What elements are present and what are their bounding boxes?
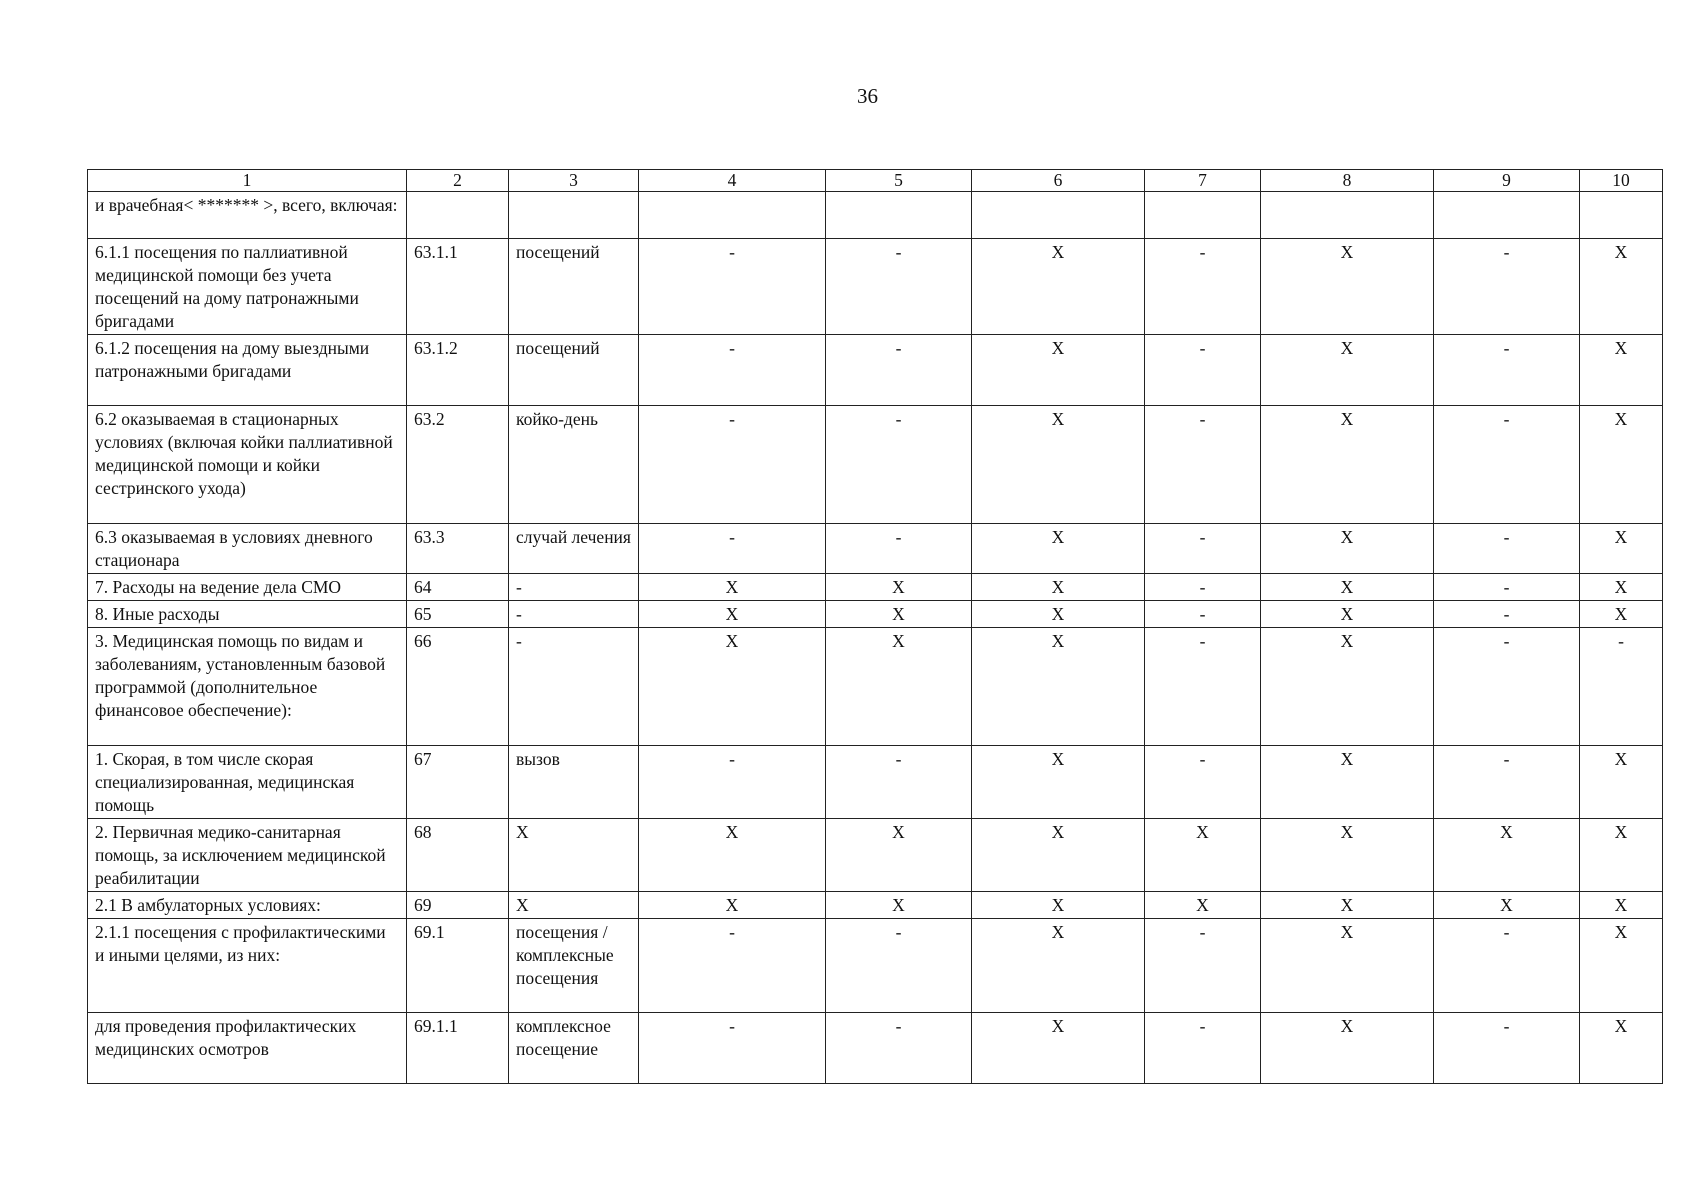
value-cell: -	[1145, 406, 1261, 524]
value-cell: -	[1434, 628, 1580, 746]
value-cell: X	[1580, 524, 1663, 574]
value-cell: -	[1145, 524, 1261, 574]
value-cell: X	[972, 892, 1145, 919]
value-cell: X	[826, 819, 972, 892]
row-code-cell: 63.1.2	[407, 335, 509, 406]
value-cell: X	[826, 574, 972, 601]
value-cell: X	[1261, 601, 1434, 628]
row-code-cell: 65	[407, 601, 509, 628]
row-name-cell: 2. Первичная медико-санитарная помощь, за исключением медицинской реабилитации	[88, 819, 407, 892]
value-cell: X	[1261, 239, 1434, 335]
value-cell: X	[972, 406, 1145, 524]
value-cell: X	[1261, 406, 1434, 524]
value-cell: -	[639, 406, 826, 524]
value-cell: -	[639, 335, 826, 406]
page-number: 36	[857, 84, 878, 108]
unit-cell: -	[509, 601, 639, 628]
report-table	[87, 169, 1663, 1084]
value-cell: X	[972, 601, 1145, 628]
value-cell: X	[1261, 892, 1434, 919]
table-row	[88, 335, 1663, 406]
unit-cell: -	[509, 574, 639, 601]
value-cell	[1434, 192, 1580, 239]
column-number-row	[88, 170, 1663, 192]
value-cell: -	[1434, 601, 1580, 628]
value-cell: X	[1580, 239, 1663, 335]
column-number: 5	[826, 170, 972, 192]
value-cell: X	[639, 628, 826, 746]
row-code-cell: 63.1.1	[407, 239, 509, 335]
row-name-cell: 6.2 оказываемая в стационарных условиях (включая койки паллиативной медицинской помощи и койки сестринского ухода)	[88, 406, 407, 524]
row-name-cell: и врачебная< ******* >, всего, включая:	[88, 192, 407, 239]
value-cell: -	[1145, 919, 1261, 1013]
value-cell: X	[1145, 892, 1261, 919]
table-row	[88, 406, 1663, 524]
table-row	[88, 819, 1663, 892]
value-cell: -	[826, 919, 972, 1013]
column-number: 2	[407, 170, 509, 192]
table-row	[88, 892, 1663, 919]
value-cell: X	[1145, 819, 1261, 892]
value-cell: -	[826, 335, 972, 406]
column-number: 8	[1261, 170, 1434, 192]
value-cell: X	[639, 601, 826, 628]
value-cell: X	[1261, 574, 1434, 601]
value-cell: X	[1580, 919, 1663, 1013]
value-cell: -	[1434, 1013, 1580, 1084]
value-cell: X	[1580, 335, 1663, 406]
value-cell: -	[1145, 628, 1261, 746]
value-cell: X	[1261, 335, 1434, 406]
value-cell: X	[972, 524, 1145, 574]
value-cell: X	[972, 746, 1145, 819]
table-row	[88, 919, 1663, 1013]
value-cell: X	[639, 819, 826, 892]
value-cell: X	[972, 239, 1145, 335]
value-cell: -	[826, 239, 972, 335]
table-row	[88, 524, 1663, 574]
value-cell: X	[1580, 406, 1663, 524]
value-cell: -	[1434, 574, 1580, 601]
value-cell: -	[1145, 574, 1261, 601]
value-cell: X	[1261, 819, 1434, 892]
value-cell: -	[639, 239, 826, 335]
table-row	[88, 192, 1663, 239]
row-name-cell: 7. Расходы на ведение дела СМО	[88, 574, 407, 601]
value-cell: X	[1580, 574, 1663, 601]
row-name-cell: 3. Медицинская помощь по видам и заболеваниям, установленным базовой программой (дополнительное финансовое обеспечение):	[88, 628, 407, 746]
column-number: 6	[972, 170, 1145, 192]
column-number: 4	[639, 170, 826, 192]
row-name-cell: 2.1.1 посещения с профилактическими и иными целями, из них:	[88, 919, 407, 1013]
value-cell: -	[826, 1013, 972, 1084]
row-name-cell: 2.1 В амбулаторных условиях:	[88, 892, 407, 919]
value-cell	[639, 192, 826, 239]
row-name-cell: 8. Иные расходы	[88, 601, 407, 628]
value-cell: X	[972, 628, 1145, 746]
value-cell: X	[1261, 524, 1434, 574]
row-name-cell: 6.1.1 посещения по паллиативной медицинской помощи без учета посещений на дому патронажными бригадами	[88, 239, 407, 335]
row-code-cell: 69.1	[407, 919, 509, 1013]
unit-cell: посещений	[509, 239, 639, 335]
value-cell: X	[972, 335, 1145, 406]
unit-cell: комплексное посещение	[509, 1013, 639, 1084]
value-cell	[1145, 192, 1261, 239]
row-code-cell: 67	[407, 746, 509, 819]
column-number: 9	[1434, 170, 1580, 192]
row-code-cell: 69.1.1	[407, 1013, 509, 1084]
table-row	[88, 628, 1663, 746]
row-code-cell: 66	[407, 628, 509, 746]
value-cell	[1261, 192, 1434, 239]
table-row	[88, 746, 1663, 819]
column-number: 10	[1580, 170, 1663, 192]
value-cell: -	[1145, 239, 1261, 335]
value-cell: X	[1261, 919, 1434, 1013]
row-name-cell: 1. Скорая, в том числе скорая специализированная, медицинская помощь	[88, 746, 407, 819]
unit-cell: X	[509, 819, 639, 892]
value-cell: -	[639, 1013, 826, 1084]
table-row	[88, 239, 1663, 335]
unit-cell: вызов	[509, 746, 639, 819]
unit-cell: посещения / комплексные посещения	[509, 919, 639, 1013]
value-cell: X	[1580, 892, 1663, 919]
value-cell: X	[1434, 892, 1580, 919]
value-cell: -	[1145, 601, 1261, 628]
value-cell: X	[1580, 819, 1663, 892]
table-row	[88, 601, 1663, 628]
value-cell: -	[826, 524, 972, 574]
unit-cell	[509, 192, 639, 239]
value-cell: X	[826, 628, 972, 746]
value-cell: X	[972, 574, 1145, 601]
table-row	[88, 1013, 1663, 1084]
value-cell: -	[1145, 1013, 1261, 1084]
unit-cell: случай лечения	[509, 524, 639, 574]
value-cell: -	[639, 524, 826, 574]
row-name-cell: для проведения профилактических медицинских осмотров	[88, 1013, 407, 1084]
value-cell: X	[639, 892, 826, 919]
value-cell: X	[1261, 1013, 1434, 1084]
value-cell: X	[972, 1013, 1145, 1084]
value-cell: -	[1145, 746, 1261, 819]
value-cell: X	[1580, 1013, 1663, 1084]
value-cell: -	[1434, 524, 1580, 574]
row-code-cell: 69	[407, 892, 509, 919]
value-cell	[1580, 192, 1663, 239]
unit-cell: X	[509, 892, 639, 919]
row-name-cell: 6.3 оказываемая в условиях дневного стационара	[88, 524, 407, 574]
row-name-cell: 6.1.2 посещения на дому выездными патронажными бригадами	[88, 335, 407, 406]
value-cell: X	[639, 574, 826, 601]
value-cell: -	[1580, 628, 1663, 746]
value-cell: X	[1580, 746, 1663, 819]
value-cell: -	[1434, 919, 1580, 1013]
value-cell	[972, 192, 1145, 239]
value-cell: -	[826, 406, 972, 524]
row-code-cell: 63.2	[407, 406, 509, 524]
value-cell: X	[826, 601, 972, 628]
column-number: 3	[509, 170, 639, 192]
row-code-cell: 68	[407, 819, 509, 892]
value-cell: X	[1580, 601, 1663, 628]
value-cell	[826, 192, 972, 239]
value-cell: -	[1434, 239, 1580, 335]
column-number: 7	[1145, 170, 1261, 192]
unit-cell: -	[509, 628, 639, 746]
unit-cell: койко-день	[509, 406, 639, 524]
value-cell: -	[1434, 746, 1580, 819]
row-code-cell: 63.3	[407, 524, 509, 574]
table-row	[88, 574, 1663, 601]
value-cell: X	[826, 892, 972, 919]
value-cell: X	[972, 919, 1145, 1013]
value-cell: -	[1145, 335, 1261, 406]
column-number: 1	[88, 170, 407, 192]
value-cell: X	[972, 819, 1145, 892]
row-code-cell	[407, 192, 509, 239]
value-cell: -	[1434, 335, 1580, 406]
value-cell: X	[1434, 819, 1580, 892]
value-cell: -	[826, 746, 972, 819]
unit-cell: посещений	[509, 335, 639, 406]
value-cell: -	[639, 919, 826, 1013]
value-cell: -	[1434, 406, 1580, 524]
value-cell: -	[639, 746, 826, 819]
value-cell: X	[1261, 746, 1434, 819]
value-cell: X	[1261, 628, 1434, 746]
row-code-cell: 64	[407, 574, 509, 601]
